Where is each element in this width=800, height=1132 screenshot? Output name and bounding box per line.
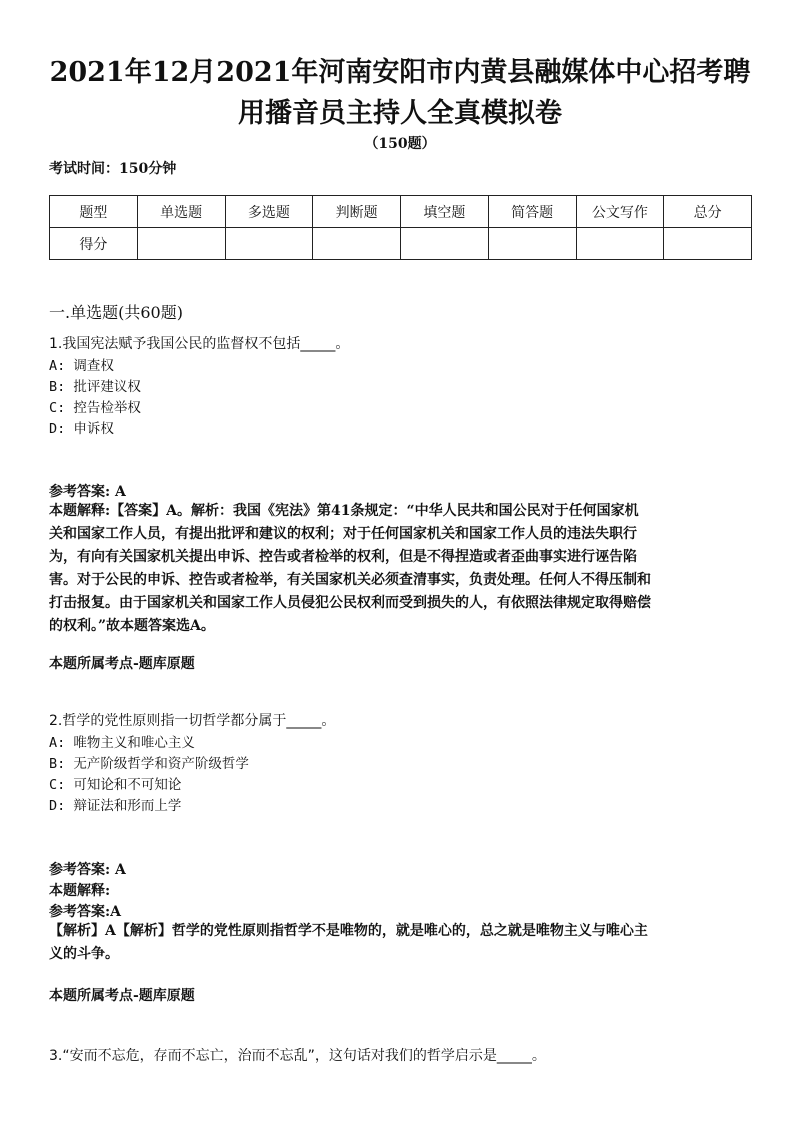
question-1-source: 本题所属考点-题库原题: [49, 656, 195, 672]
question-2-explanation: [49, 920, 754, 966]
explanation-line: 为，有向有关国家机关提出申诉、控告或者检举的权利，但是不得捏造或者歪曲事实进行诬告陷: [49, 549, 637, 565]
score-cell: [576, 228, 664, 260]
score-header-cell: 公文写作: [576, 196, 664, 228]
option: D: 辩证法和形而上学: [49, 798, 182, 814]
question-1-options: [49, 356, 754, 440]
section-title: 一.单选题(共60题): [49, 303, 183, 322]
score-header-cell: 多选题: [225, 196, 313, 228]
question-2-stem: 2.哲学的党性原则指一切哲学都分属于_____。: [49, 713, 336, 729]
score-header-cell: 简答题: [488, 196, 576, 228]
score-cell: [488, 228, 576, 260]
question-2-ref-answer: 参考答案:A: [49, 904, 122, 920]
score-cell: [664, 228, 752, 260]
question-3-stem: 3.“安而不忘危，存而不忘亡，治而不忘乱”，这句话对我们的哲学启示是_____。: [49, 1048, 546, 1064]
option: D: 申诉权: [49, 421, 114, 437]
score-cell: [225, 228, 313, 260]
option: A: 调查权: [49, 358, 114, 374]
score-header-cell: 单选题: [137, 196, 225, 228]
score-cell: [313, 228, 401, 260]
document-title: [40, 52, 760, 134]
score-header-cell: 总分: [664, 196, 752, 228]
question-2-options: [49, 733, 754, 817]
score-row-label: 得分: [50, 228, 138, 260]
question-1-answer: 参考答案: A: [49, 484, 126, 500]
question-2-source: 本题所属考点-题库原题: [49, 988, 195, 1004]
score-header-cell: 填空题: [401, 196, 489, 228]
explanation-line: 的权利。”故本题答案选A。: [49, 618, 215, 634]
explanation-line: 打击报复。由于国家机关和国家工作人员侵犯公民权利而受到损失的人，有依照法律规定取得赔偿: [49, 595, 651, 611]
question-1-stem: 1.我国宪法赋予我国公民的监督权不包括_____。: [49, 336, 350, 352]
score-header-cell: 题型: [50, 196, 138, 228]
score-table-score-row: [50, 228, 752, 260]
score-header-cell: 判断题: [313, 196, 401, 228]
explanation-line: 【解析】A【解析】哲学的党性原则指哲学不是唯物的，就是唯心的，总之就是唯物主义与唯心主: [49, 923, 648, 939]
question-2-answer: 参考答案: A: [49, 862, 126, 878]
explanation-line: 义的斗争。: [49, 946, 119, 962]
score-cell: [137, 228, 225, 260]
explanation-line: 害。对于公民的申诉、控告或者检举，有关国家机关必须查清事实，负责处理。任何人不得压制和: [49, 572, 651, 588]
question-count: （150题）: [364, 136, 436, 152]
question-2-explanation-label: 本题解释:: [49, 883, 111, 899]
title-line-2: 用播音员主持人全真模拟卷: [238, 98, 562, 129]
exam-time: 考试时间：150分钟: [49, 161, 177, 177]
explanation-line: 本题解释:【答案】A。解析：我国《宪法》第41条规定：“中华人民共和国公民对于任何国家机: [49, 503, 639, 519]
option: C: 可知论和不可知论: [49, 777, 182, 793]
question-1-explanation: [49, 500, 754, 638]
option: C: 控告检举权: [49, 400, 141, 416]
option: B: 无产阶级哲学和资产阶级哲学: [49, 756, 249, 772]
score-table-header-row: [50, 196, 752, 228]
explanation-line: 关和国家工作人员，有提出批评和建议的权利；对于任何国家机关和国家工作人员的违法失职行: [49, 526, 637, 542]
option: A: 唯物主义和唯心主义: [49, 735, 195, 751]
score-table: [49, 195, 752, 260]
score-cell: [401, 228, 489, 260]
title-line-1: 2021年12月2021年河南安阳市内黄县融媒体中心招考聘: [49, 57, 751, 88]
option: B: 批评建议权: [49, 379, 141, 395]
